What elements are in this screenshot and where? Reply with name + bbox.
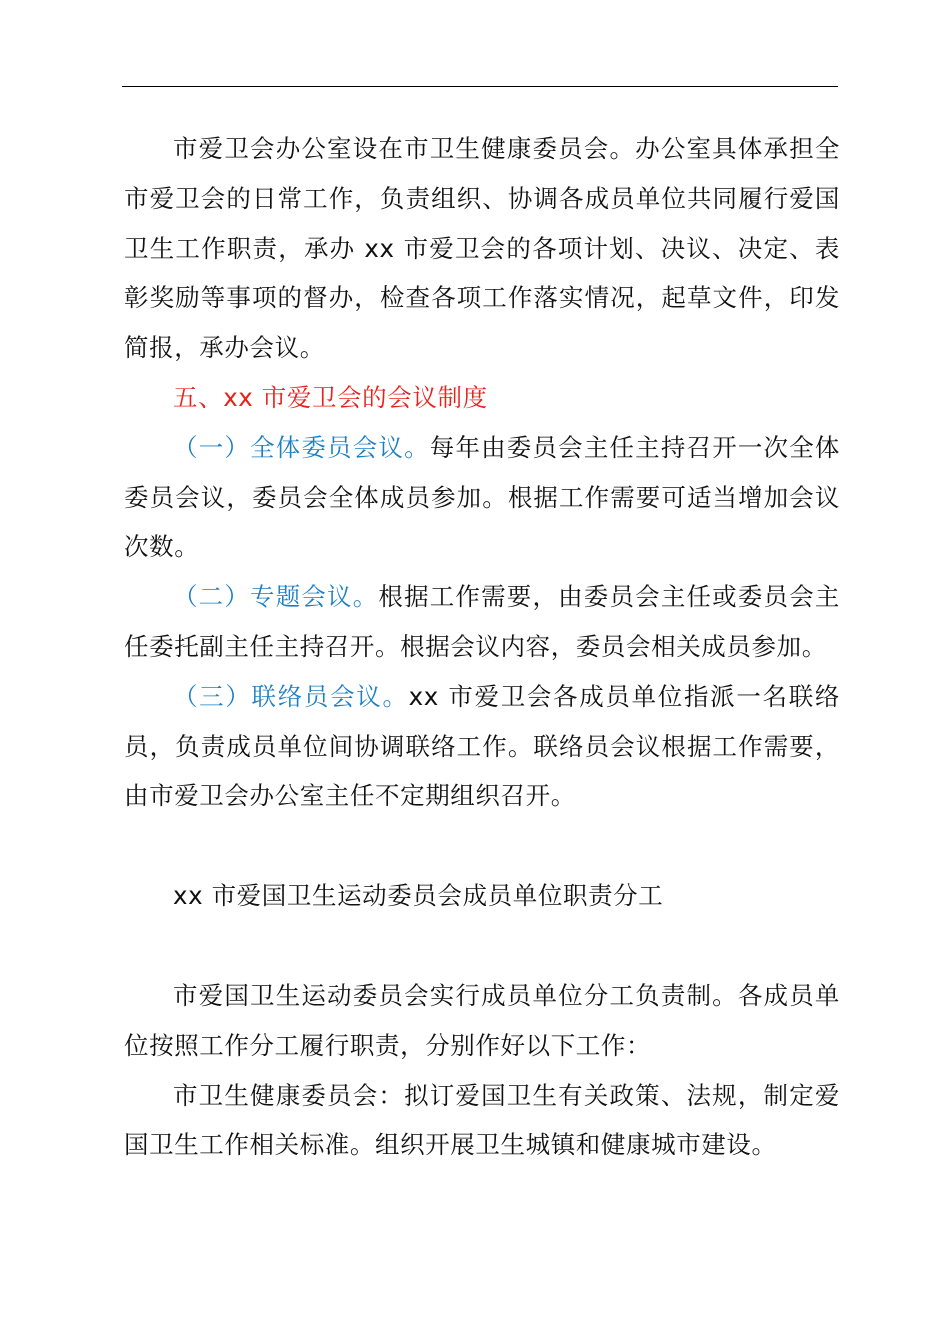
meeting-item-1-label: （一）全体委员会议。 — [173, 432, 430, 462]
responsibility-intro: 市爱国卫生运动委员会实行成员单位分工负责制。各成员单位按照工作分工履行职责，分别作好以下工作： — [124, 980, 840, 1060]
header-rule — [122, 86, 838, 87]
meeting-item-2-text: 根据工作需要，由委员会主任或委员会主任委托副主任主持召开。根据会议内容，委员会相关成员参加。 — [124, 582, 840, 661]
section-heading: 五、xx 市爱卫会的会议制度 — [173, 382, 488, 412]
office-paragraph: 市爱卫会办公室设在市卫生健康委员会。办公室具体承担全市爱卫会的日常工作，负责组织、协调各成员单位共同履行爱国卫生工作职责，承办 xx 市爱卫会的各项计划、决议、决定、表彰奖励等事项的督办，检查各项工作落实情况，起草文件，印发简报，承办会议。 — [124, 134, 840, 363]
meeting-item-2-label: （二）专题会议。 — [173, 582, 379, 612]
meeting-item-1-text: 每年由委员会主任主持召开一次全体委员会议，委员会全体成员参加。根据工作需要可适当增加会议次数。 — [124, 432, 840, 562]
meeting-item-3 — [124, 672, 840, 821]
health-commission-paragraph: 市卫生健康委员会：拟订爱国卫生有关政策、法规，制定爱国卫生工作相关标准。组织开展卫生城镇和健康城市建设。 — [124, 1080, 840, 1160]
spacer — [124, 921, 840, 971]
meeting-item-3-text: xx 市爱卫会各成员单位指派一名联络员，负责成员单位间协调联络工作。联络员会议根据工作需要，由市爱卫会办公室主任不定期组织召开。 — [124, 681, 840, 811]
meeting-item-2 — [124, 572, 840, 672]
subtitle: xx 市爱国卫生运动委员会成员单位职责分工 — [173, 881, 664, 911]
spacer — [124, 821, 840, 871]
meeting-item-3-label: （三）联络员会议。 — [173, 681, 409, 711]
document-body — [124, 124, 840, 1170]
meeting-item-1 — [124, 423, 840, 572]
